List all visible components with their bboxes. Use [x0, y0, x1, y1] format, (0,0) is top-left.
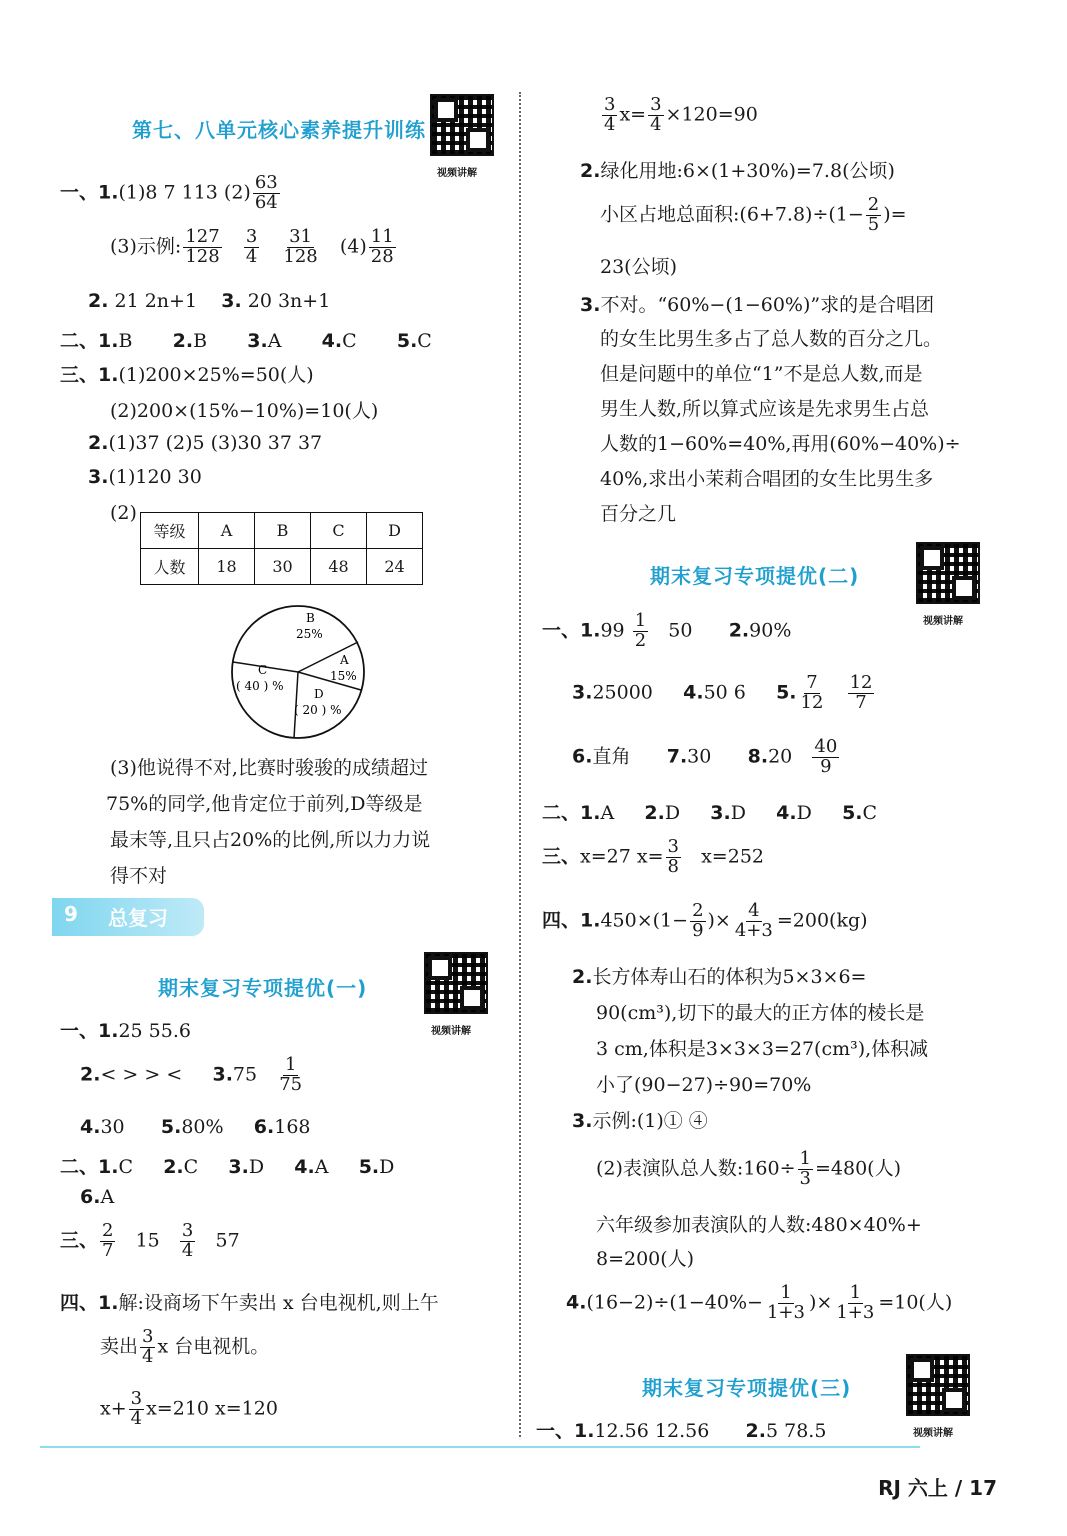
pie-label: 15% — [330, 669, 357, 683]
answer-line: (2) — [110, 502, 137, 524]
answer-line: 23(公顷) — [600, 256, 678, 278]
section-title-unit7-8: 第七、八单元核心素养提升训练 — [132, 118, 426, 142]
chapter-banner — [52, 898, 204, 936]
paragraph-line: 百分之几 — [600, 503, 677, 525]
answer-line: 3.25000 4.50 6 5. $\frac{7}{12}$ $\frac{12}{7}$ — [572, 672, 873, 713]
answer-line: 四、1.450×(1− $\frac{2}{9}$ )× $\frac{4}{4+3}$ =200(kg) — [542, 900, 868, 941]
answer-line: 三、x=27 x= $\frac{3}{8}$ x=252 — [542, 836, 764, 877]
answer-line: 2.长方体寿山石的体积为5×3×6= — [572, 966, 867, 988]
table-cell: 24 — [367, 549, 423, 585]
paragraph-line: 的女生比男生多占了总人数的百分之几。 — [600, 328, 943, 350]
answer-line: 3.示例:(1)① ④ — [572, 1110, 708, 1132]
answer-line: 小了(90−27)÷90=70% — [596, 1074, 812, 1096]
table-cell: C — [311, 513, 367, 549]
section-title-review2: 期末复习专项提优(二) — [650, 564, 860, 588]
answer-line: 一、1.12.56 12.56 2.5 78.5 — [536, 1420, 827, 1442]
pie-label: B — [306, 611, 315, 625]
paragraph-line: 人数的1−60%=40%,再用(60%−40%)÷ — [600, 433, 961, 455]
answer-line: x+ $\frac{3}{4}$ x=210 x=120 — [100, 1388, 278, 1429]
footer-rule — [40, 1446, 920, 1448]
answer-line: 6.A — [80, 1186, 115, 1208]
answer-line: 90(cm³),切下的最大的正方体的棱长是 — [596, 1002, 925, 1024]
table-cell: A — [199, 513, 255, 549]
qr-code-icon[interactable] — [424, 952, 488, 1014]
qr-code-icon[interactable] — [906, 1354, 970, 1416]
answer-line: 8=200(人) — [596, 1248, 695, 1270]
pie-label: C — [258, 663, 268, 677]
answer-line: 一、1.25 55.6 — [60, 1020, 191, 1042]
section-title-review1: 期末复习专项提优(一) — [158, 976, 368, 1000]
answer-line: 二、1.A 2.D 3.D 4.D 5.C — [542, 802, 878, 824]
pie-label: ( 40 ) % — [236, 679, 284, 693]
answer-line: 4.30 5.80% 6.168 — [80, 1116, 311, 1138]
paragraph-line: 75%的同学,他肯定位于前列,D等级是 — [106, 793, 423, 815]
grade-table — [140, 512, 423, 585]
answer-line: 3.(1)120 30 — [88, 466, 202, 488]
answer-line: 2.< > > < 3.75 $\frac{1}{75}$ — [80, 1054, 303, 1095]
answer-paragraph — [600, 322, 961, 532]
paragraph-line: 得不对 — [110, 865, 168, 887]
answer-line: 六年级参加表演队的人数:480×40%+ — [596, 1214, 922, 1236]
answer-line: 2.(1)37 (2)5 (3)30 37 37 — [88, 432, 323, 454]
table-cell: D — [367, 513, 423, 549]
pie-label: D — [314, 687, 324, 701]
table-cell: 等级 — [141, 513, 199, 549]
qr-caption: 视频讲解 — [913, 1428, 953, 1439]
answer-line: 二、1.C 2.C 3.D 4.A 5.D — [60, 1156, 395, 1178]
answer-line: 一、1.(1)8 7 113 (2) $\frac{63}{64}$ — [60, 172, 278, 213]
paragraph-line: 最末等,且只占20%的比例,所以力力说 — [110, 829, 431, 851]
answer-line: 4.(16−2)÷(1−40%− $\frac{1}{1+3}$ )× $\frac{1}{1+3}$ =10(人) — [566, 1282, 953, 1323]
answer-paragraph — [106, 750, 431, 894]
paragraph-line: (3)他说得不对,比赛时骏骏的成绩超过 — [110, 757, 428, 779]
pie-label: 25% — [296, 627, 323, 641]
pie-label: ( 20 ) % — [294, 703, 342, 717]
answer-line: 三、1.(1)200×25%=50(人) — [60, 364, 314, 386]
answer-line: $\frac{3}{4}$ x= $\frac{3}{4}$ ×120=90 — [604, 94, 758, 135]
answer-line: 二、1.B 2.B 3.A 4.C 5.C — [60, 330, 432, 352]
paragraph-line: 男生人数,所以算式应该是先求男生占总 — [600, 398, 930, 420]
answer-line: 3.不对。“60%−(1−60%)”求的是合唱团 — [580, 294, 935, 316]
paragraph-line: 40%,求出小茉莉合唱团的女生比男生多 — [600, 468, 934, 490]
pie-divider — [298, 642, 358, 672]
qr-caption: 视频讲解 — [437, 168, 477, 179]
qr-caption: 视频讲解 — [923, 616, 963, 627]
qr-code-icon[interactable] — [916, 542, 980, 604]
table-row — [141, 549, 423, 585]
answer-line: 小区占地总面积:(6+7.8)÷(1− $\frac{2}{5}$ )= — [600, 194, 907, 235]
chapter-title: 总复习 — [108, 906, 168, 930]
table-cell: B — [255, 513, 311, 549]
answer-line: 卖出 $\frac{3}{4}$ x 台电视机。 — [100, 1326, 270, 1367]
chapter-number: 9 — [64, 902, 78, 926]
table-cell: 48 — [311, 549, 367, 585]
answer-line: (2)表演队总人数:160÷ $\frac{1}{3}$ =480(人) — [596, 1148, 901, 1189]
answer-line: 四、1.解:设商场下午卖出 x 台电视机,则上午 — [60, 1292, 439, 1314]
answer-line: 三、 $\frac{2}{7}$ 15 $\frac{3}{4}$ 57 — [60, 1220, 240, 1261]
answer-line: (3)示例: $\frac{127}{128}$ $\frac{3}{4}$ $\frac{31}{128}$ (4) $\frac{11}{28}$ — [110, 226, 394, 267]
answer-line: 6.直角 7.30 8.20 $\frac{40}{9}$ — [572, 736, 838, 777]
pie-chart — [228, 602, 368, 742]
answer-line: (2)200×(15%−10%)=10(人) — [110, 400, 379, 422]
table-cell: 30 — [255, 549, 311, 585]
pie-label: A — [340, 653, 349, 667]
answer-line: 2.绿化用地:6×(1+30%)=7.8(公顷) — [580, 160, 895, 182]
answer-line: 一、1.99 $\frac{1}{2}$ 50 2.90% — [542, 610, 792, 651]
table-cell: 18 — [199, 549, 255, 585]
section-title-review3: 期末复习专项提优(三) — [642, 1376, 852, 1400]
table-cell: 人数 — [141, 549, 199, 585]
answer-line: 2. 21 2n+1 3. 20 3n+1 — [88, 290, 331, 312]
qr-caption: 视频讲解 — [431, 1026, 471, 1037]
paragraph-line: 但是问题中的单位“1”不是总人数,而是 — [600, 363, 923, 385]
qr-code-icon[interactable] — [430, 94, 494, 156]
table-row — [141, 513, 423, 549]
column-divider — [519, 92, 521, 1437]
page-number: RJ 六上 / 17 — [878, 1476, 997, 1500]
answer-line: 3 cm,体积是3×3×3=27(cm³),体积减 — [596, 1038, 929, 1060]
